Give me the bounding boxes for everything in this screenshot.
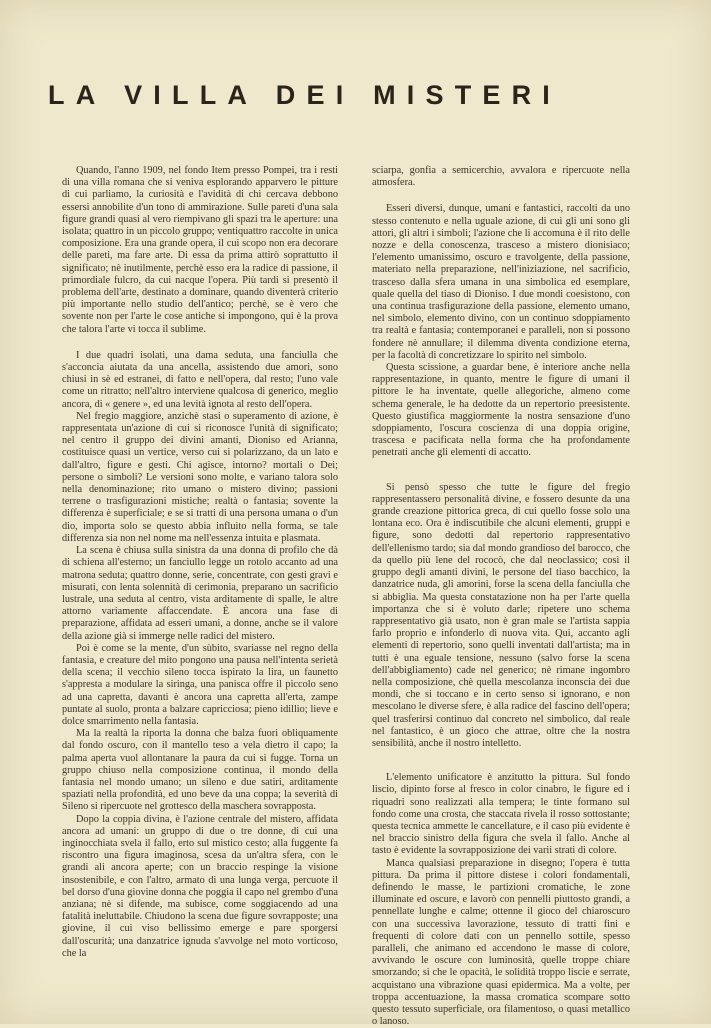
paragraph: Poi è come se la mente, d'un sùbito, svariasse nel regno della fantasia, e creature del mito pongono una pausa nell'intenta serietà della scena; il vecchio sileno tocca ispirato la lira, un faunetto s'appresta a modulare la siringa, una panisca offre il piccolo seno ad una capretta, davanti è ancora una capretta all'erta, zampe puntate al suolo, pronta a balzare capricciosa; pieno idillio; lieve e dolce smarrimento nella fantasia. — [62, 642, 338, 727]
section-interpretation — [372, 203, 630, 459]
paragraph: Nel fregio maggiore, anzichè stasi o superamento di azione, è rappresentata un'azione di cui si riconosce l'unità di significato; nel centro il gruppo dei divini amanti, Dioniso ed Arianna, costituisce quasi un vertice, verso cui si polarizzano, da un lato e dall'altro, figure e gesti. Chi agisce, intorno? mortali o Dei; persone o simboli? Le versioni sono molte, e variano talora solo nella denominazione; rito umano o mistero divino; passioni terrene o trasfigurazioni mistiche; realtà o fantasia; sovente la differenza è superficiale; e se si tratti di una persona umana o d'un dio, importa solo se questo abbia influito nella forma, se tale differenza sia non nel nome ma nell'essenza intuita e plasmata. — [62, 410, 338, 544]
section-continuation — [372, 165, 630, 189]
section-sources — [372, 482, 630, 750]
paragraph: Manca qualsiasi preparazione in disegno; l'opera è tutta pittura. Da prima il pittore distese i colori fondamentali, definendo le masse, le partizioni cromatiche, le zone illuminate ed oscure, e lavorò con pennelli piuttosto grandi, a pennellate lunghe e calme; ottenne il gioco del chiaroscuro con una successiva lavorazione, tessuto di tratti fini e frequenti di colore dati con un pennello sottile, spesso paralleli, che animano ed accendono le masse di colore, avvivando le oscure con luminosità, quelle troppe chiare smorzando; sì che le opacità, le solidità troppo liscie e serrate, acquistano una vibrazione quasi epidermica. Ma a volte, per troppa accentuazione, la massa cromatica scompare sotto questo tessuto superficiale, ora filamentoso, o quasi metallico o lanoso. — [372, 857, 630, 1028]
paragraph: La scena è chiusa sulla sinistra da una donna di profilo che dà di schiena all'esterno; un fanciullo legge un rotolo accanto ad una matrona seduta; quattro donne, serie, concentrate, con gesti gravi e misurati, con lenta solennità di cerimonia, preparano un sacrificio lustrale, una seduta al centro, vista arditamente di spalle, le altre attorno variamente affaccendate. È ancora una fase di preparazione, affidata ad esseri umani, a donne, anche se il valore della azione già si immerge nelle radici del mistero. — [62, 545, 338, 642]
paragraph: L'elemento unificatore è anzitutto la pittura. Sul fondo liscio, dipinto forse al fresco in color cinabro, le figure ed i riquadri sono realizzati alla tempera; le tinte formano sul fondo come una crosta, che staccata rivela il rosso sottostante; questa tecnica ammette le cancellature, e il caso più evidente è nel braccio sinistro della figura che svela il fallo. Anche al tasto è evidente la sovrapposizione dei varii strati di colore. — [372, 772, 630, 857]
paragraph: Si pensò spesso che tutte le figure del fregio rappresentassero personalità divine, e fossero desunte da una grande creazione pittorica greca, di cui quello fosse solo una lontana eco. Ora è indiscutibile che alcuni elementi, gruppi e figure, sono dedotti dal repertorio rappresentativo dell'ellenismo tardo; sia dal mondo grandioso del barocco, che da quello più lene del rococò, che dal neoclassico; così il gruppo degli amanti divini, le persone del tiaso bacchico, la danzatrice nuda, gli amorini, forse la scena della fanciulla che si abbiglia. Ma questa constatazione non ha per l'arte quella importanza che si è voluto darle; ripetere uno schema rappresentativo già usato, non è gran male se l'artista sappia farlo proprio e infonderlo di nuova vita. Qui, accanto agli elementi di repertorio, sono quelli inventati dall'artista; ma in tutti è una eguale tensione, nessuno (salvo forse la scena dell'abbigliamento) cade nel generico; nè rimane ingombro nella composizione, chè quella mescolanza inconscia dei due mondi, che si toccano e in certo senso si ignorano, e non mescolano le diverse sfere, è alla radice del fascino dell'opera; quel trasferirsi continuo dal concreto nel simbolico, dal reale nel fantastico, è un gioco che attrae, oltre che la nostra sensibilità, anche il nostro intelletto. — [372, 481, 630, 749]
paragraph: I due quadri isolati, una dama seduta, una fanciulla che s'acconcia aiutata da una ancella, assistendo due amori, sono chiusi in sè ed estranei, di fatto e nell'opera, dal resto; l'uno vale come un ritratto; nell'altro interviene qualcosa di generico, meglio ancora, di « genere », ed una levità ignota al resto dell'opera. — [62, 349, 338, 410]
paragraph: Ma la realtà la riporta la donna che balza fuori obliquamente dal fondo oscuro, con il mantello teso a vela dietro il capo; la palma aperta vuol allontanare la paura da cui si fugge. Torna un gruppo chiuso nella composizione continua, il mondo della fantasia nel mondo umano; un sileno e due satiri, arditamente spaziati nella profondità, ed uno beve da una coppa; la severità di Sileno si ripercuote nel grottesco della maschera sovrapposta. — [62, 728, 338, 813]
page-title: LA VILLA DEI MISTERI — [48, 80, 561, 110]
paragraph: Esseri diversi, dunque, umani e fantastici, raccolti da uno stesso contenuto e nella uguale azione, di cui gli uni sono gli attori, gli altri i simboli; l'azione che li accomuna è il rito delle nozze e della conoscenza, trasceso a mistero dionisiaco; l'elemento umanissimo, oscuro e travolgente, della passione, materiato nella preparazione, nell'iniziazione, nel sacrificio, trasceso dalla sfera umana in una simbolica ed esemplare, quale quella del tiaso di Dioniso. I due mondi coesistono, con una continua trasfigurazione della passione, elemento umano, nel simbolo, elemento divino, con un continuo sdoppiamento tra realtà e fantasia; contemporanei e paralleli, non si possono fondere nè annullare; il dilemma diventa condizione eterna, per la facoltà di concretizzare lo spirito nel simbolo. — [372, 203, 630, 361]
left-column — [62, 165, 338, 960]
paragraph: Dopo la coppia divina, è l'azione centrale del mistero, affidata ancora ad umani: un gruppo di due o tre donne, di cui una inginocchiata svela il fallo, erto sul mistico cesto; alla fuggente fa riscontro una figura imaginosa, scesa da un'altra sfera, con le grandi ali ancora aperte; con un braccio respinge la visione insostenibile, e con l'altro, armato di una lunga verga, percuote il bel dorso d'una giovine donna che poggia il capo nel grembo d'una anziana; nè si difende, ma subisce, come soggiacendo ad una fatalità ineluttabile. Chiudono la scena due figure sovrapposte; una giovine, il cui viso bellissimo emerge e pare sporgersi dall'oscurità; una danzatrice ignuda s'avvolge nel moto vorticoso, che la — [62, 813, 338, 959]
section-technique — [372, 772, 630, 1028]
paragraph: Quando, l'anno 1909, nel fondo Item presso Pompei, tra i resti di una villa romana che si veniva esplorando apparvero le pitture di cui parliamo, la curiosità e l'avidità di chi cercava debbono essersi annobilite d'un tono di ammirazione. Sulle pareti d'una sala figure grandi quasi al vero riempivano gli spazi tra le aperture: una isolata; quattro in un piccolo gruppo; ventiquattro raccolte in unica composizione. Era una grande opera, il cui scopo non era decorare delle pareti, ma fare arte. Di essa da prima attirò soprattutto il significato; nè inutilmente, perchè esso era la radice di passione, il primordiale fulcro, da cui nacque l'opera. Più tardi si presentò il problema dell'arte, destinato a dominare, quando diventerà criterio più importante nello studio dell'antico; perchè, se è vero che sovente non per l'arte le cose antiche si impongono, qui è la prova che talora l'arte vi tocca il sublime. — [62, 165, 338, 335]
paragraph: Questa scissione, a guardar bene, è interiore anche nella rappresentazione, in quanto, mentre le figure di umani il pittore le ha inventate, quelle allegoriche, almeno come schema generale, le ha dedotte da un repertorio preesistente. Questo giustifica maggiormente la nostra sensazione d'uno sdoppiamento, l'oscura coscienza di una doppia origine, trascesa e pacificata nella forma che ha profondamente penetrati anche gli elementi di accatto. — [372, 362, 630, 459]
paragraph: sciarpa, gonfia a semicerchio, avvalora e ripercuote nella atmosfera. — [372, 165, 630, 189]
right-column — [372, 165, 630, 1028]
section-description — [62, 350, 338, 960]
section-intro — [62, 165, 338, 336]
